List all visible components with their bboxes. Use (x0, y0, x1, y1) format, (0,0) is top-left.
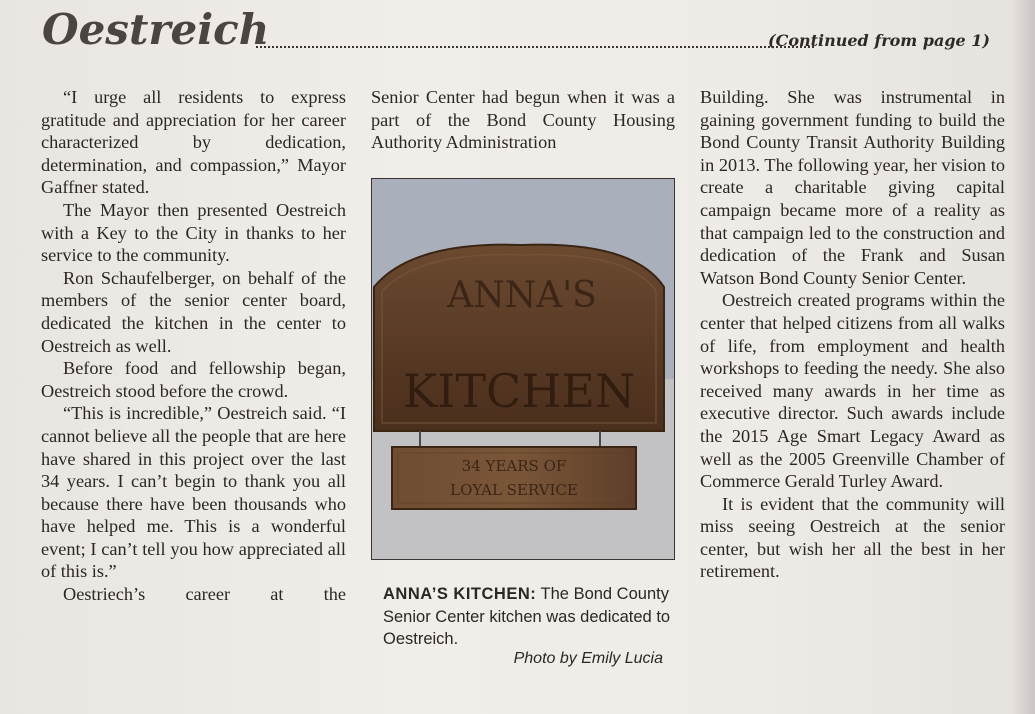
paragraph: Building. She was instrumental in gaining government funding to build the Bond County Transit Authority Building in 2013. The following year, her vision to create a charitable giving capital campaign became more of a reality as that campaign led to the construction and dedication of the Frank and Susan Watson Bond County Senior Center. (700, 87, 1005, 288)
svg-text:34 YEARS OF: 34 YEARS OF (461, 457, 567, 475)
paragraph: “I urge all residents to express gratitude and appreciation for her career characterized by dedication, determination, and compassion,” Mayor Gaffner stated. (41, 87, 346, 198)
svg-text:KITCHEN: KITCHEN (402, 364, 636, 418)
article-column-1 (41, 86, 346, 606)
paragraph: It is evident that the community will miss seeing Oestreich at the senior center, but wish her all the best in her retirement. (700, 493, 1005, 582)
paragraph: Ron Schaufelberger, on behalf of the members of the senior center board, dedicated the kitchen in the center to Oestreich as well. (41, 267, 346, 356)
paragraph: “This is incredible,” Oestreich said. “I cannot believe all the people that are here have shared in this project over the last 34 years. I can’t begin to thank you all because there have been thousands who have helped me. This is a wonderful event; I can’t tell you how appreciated all of this is.” (41, 403, 346, 582)
paragraph: Oestriech’s career at the (63, 584, 346, 605)
article-column-3 (700, 86, 1005, 583)
caption-lead: ANNA’S KITCHEN: (383, 585, 537, 603)
paragraph: Senior Center had begun when it was a part of the Bond County Housing Authority Administration (371, 87, 675, 153)
photo-caption (383, 583, 673, 651)
svg-text:ANNA'S: ANNA'S (447, 275, 597, 316)
dotted-leader (256, 46, 814, 48)
headline: Oestreich (42, 5, 270, 54)
photo-credit: Photo by Emily Lucia (513, 650, 663, 667)
svg-text:LOYAL SERVICE: LOYAL SERVICE (450, 481, 578, 499)
paragraph: The Mayor then presented Oestreich with a Key to the City in thanks to her service to the community. (41, 199, 346, 266)
sign-illustration (372, 179, 675, 560)
article-header (42, 4, 992, 60)
paragraph: Oestreich created programs within the center that helped citizens from all walks of life, from employment and health workshops to feeding the needy. She also received many awards in her time as executive director. Such awards include the 2015 Age Smart Legacy Award as well as the 2005 Greenville Chamber of Commerce Gerald Turley Award. (700, 290, 1005, 492)
caption-text: The Bond County Senior Center kitchen was dedicated to Oestreich. (383, 585, 671, 649)
continued-from-note: (Continued from page 1) (768, 31, 990, 50)
paragraph: Before food and fellowship began, Oestreich stood before the crowd. (41, 358, 346, 401)
article-column-2 (371, 86, 675, 154)
page-edge-shadow (1011, 0, 1035, 714)
kitchen-sign-photo (371, 178, 675, 560)
